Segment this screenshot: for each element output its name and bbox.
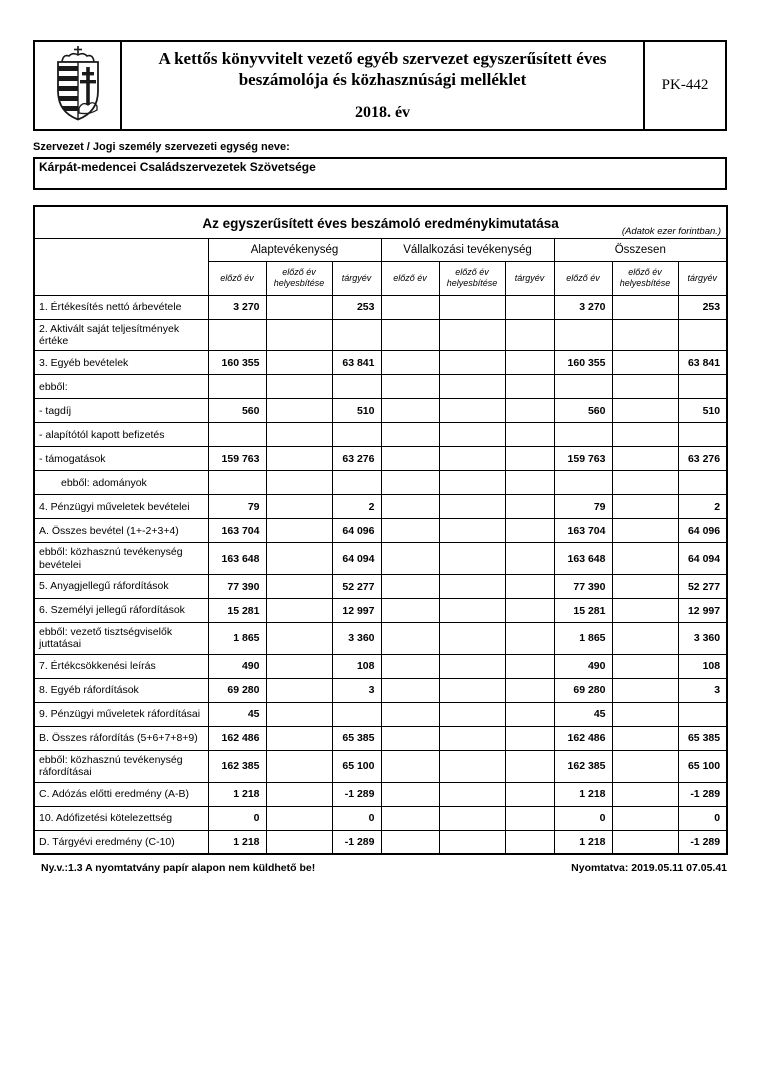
- row-value-cell: [381, 806, 439, 830]
- table-row: [34, 319, 727, 351]
- form-code: PK-442: [661, 77, 709, 93]
- row-value-cell: 77 390: [208, 575, 266, 599]
- row-value-cell: [266, 319, 332, 351]
- row-value-cell: [381, 782, 439, 806]
- row-value-cell: [332, 319, 381, 351]
- table-row: [34, 471, 727, 495]
- org-name-field: Kárpát-medencei Családszervezetek Szövetsége: [33, 157, 727, 190]
- row-value-cell: 163 704: [208, 519, 266, 543]
- table-row: [34, 519, 727, 543]
- group-header-alaptevekenyseg: Alaptevékenység: [208, 238, 381, 261]
- col-header-targyev: tárgyév: [678, 261, 727, 295]
- row-value-cell: [612, 702, 678, 726]
- row-value-cell: 52 277: [332, 575, 381, 599]
- row-value-cell: [439, 654, 505, 678]
- table-row: [34, 399, 727, 423]
- form-footer: [33, 862, 727, 874]
- row-value-cell: [505, 654, 554, 678]
- row-value-cell: [612, 375, 678, 399]
- row-value-cell: 64 096: [678, 519, 727, 543]
- row-value-cell: 159 763: [554, 447, 612, 471]
- form-year: 2018. év: [354, 104, 411, 122]
- row-value-cell: [266, 782, 332, 806]
- row-value-cell: 12 997: [678, 599, 727, 623]
- row-value-cell: 63 841: [332, 351, 381, 375]
- row-value-cell: [505, 830, 554, 854]
- row-value-cell: 160 355: [208, 351, 266, 375]
- row-value-cell: [439, 519, 505, 543]
- row-label: 3. Egyéb bevételek: [34, 351, 208, 375]
- table-row: [34, 782, 727, 806]
- row-value-cell: [612, 295, 678, 319]
- row-value-cell: [612, 399, 678, 423]
- row-value-cell: 1 218: [554, 830, 612, 854]
- row-value-cell: 63 276: [678, 447, 727, 471]
- hungarian-coat-of-arms-icon: [49, 45, 107, 126]
- row-value-cell: -1 289: [332, 830, 381, 854]
- table-row: [34, 447, 727, 471]
- col-header-targyev: tárgyév: [332, 261, 381, 295]
- row-value-cell: [554, 319, 612, 351]
- row-value-cell: [505, 471, 554, 495]
- col-header-elozo-ev-helyesbitese: előző év helyesbítése: [266, 261, 332, 295]
- row-value-cell: 65 385: [332, 726, 381, 750]
- row-label: 2. Aktivált saját teljesítmények értéke: [34, 319, 208, 351]
- row-value-cell: [332, 375, 381, 399]
- table-row: [34, 543, 727, 575]
- row-value-cell: 2: [678, 495, 727, 519]
- form-title-block: [122, 42, 645, 129]
- row-value-cell: [381, 495, 439, 519]
- row-value-cell: [208, 471, 266, 495]
- row-value-cell: [612, 543, 678, 575]
- row-value-cell: 12 997: [332, 599, 381, 623]
- table-title: Az egyszerűsített éves beszámoló eredménykimutatása: [202, 215, 559, 231]
- row-value-cell: 490: [208, 654, 266, 678]
- row-value-cell: [266, 375, 332, 399]
- row-value-cell: [678, 319, 727, 351]
- row-label: A. Összes bevétel (1+-2+3+4): [34, 519, 208, 543]
- row-value-cell: [266, 543, 332, 575]
- table-row: [34, 495, 727, 519]
- row-label: 10. Adófizetési kötelezettség: [34, 806, 208, 830]
- row-value-cell: 64 094: [332, 543, 381, 575]
- row-label: C. Adózás előtti eredmény (A-B): [34, 782, 208, 806]
- row-value-cell: -1 289: [678, 830, 727, 854]
- table-title-row: [34, 206, 727, 238]
- row-value-cell: [505, 447, 554, 471]
- row-value-cell: [381, 519, 439, 543]
- table-row: [34, 623, 727, 655]
- row-label: 1. Értékesítés nettó árbevétele: [34, 295, 208, 319]
- row-label: 6. Személyi jellegű ráfordítások: [34, 599, 208, 623]
- row-value-cell: [266, 830, 332, 854]
- row-value-cell: 162 385: [208, 750, 266, 782]
- row-value-cell: [439, 678, 505, 702]
- row-value-cell: [612, 575, 678, 599]
- row-value-cell: [439, 806, 505, 830]
- row-value-cell: [381, 599, 439, 623]
- row-value-cell: 45: [554, 702, 612, 726]
- row-value-cell: [381, 319, 439, 351]
- row-value-cell: 65 100: [678, 750, 727, 782]
- row-value-cell: 3 270: [554, 295, 612, 319]
- row-value-cell: [266, 623, 332, 655]
- row-value-cell: [678, 702, 727, 726]
- table-row: [34, 806, 727, 830]
- row-value-cell: [505, 399, 554, 423]
- row-value-cell: 510: [678, 399, 727, 423]
- corner-cell: [34, 238, 208, 295]
- col-header-elozo-ev-helyesbitese: előző év helyesbítése: [439, 261, 505, 295]
- row-value-cell: [612, 319, 678, 351]
- row-value-cell: 1 218: [554, 782, 612, 806]
- row-value-cell: [381, 447, 439, 471]
- row-value-cell: [208, 319, 266, 351]
- row-value-cell: 163 648: [208, 543, 266, 575]
- row-value-cell: [439, 575, 505, 599]
- row-value-cell: 253: [332, 295, 381, 319]
- row-value-cell: 490: [554, 654, 612, 678]
- row-value-cell: [381, 351, 439, 375]
- row-value-cell: 162 385: [554, 750, 612, 782]
- row-value-cell: [505, 519, 554, 543]
- row-value-cell: [439, 599, 505, 623]
- row-value-cell: 560: [554, 399, 612, 423]
- row-value-cell: [505, 702, 554, 726]
- row-value-cell: [678, 423, 727, 447]
- row-value-cell: [612, 830, 678, 854]
- table-row: [34, 351, 727, 375]
- row-value-cell: 0: [332, 806, 381, 830]
- row-value-cell: [439, 399, 505, 423]
- row-label: - alapítótól kapott befizetés: [34, 423, 208, 447]
- row-value-cell: 65 385: [678, 726, 727, 750]
- row-value-cell: 0: [208, 806, 266, 830]
- row-value-cell: 15 281: [554, 599, 612, 623]
- row-value-cell: 159 763: [208, 447, 266, 471]
- row-label: 8. Egyéb ráfordítások: [34, 678, 208, 702]
- row-value-cell: 52 277: [678, 575, 727, 599]
- row-value-cell: 3 270: [208, 295, 266, 319]
- table-unit-note: (Adatok ezer forintban.): [621, 225, 722, 237]
- row-value-cell: [266, 423, 332, 447]
- row-label: B. Összes ráfordítás (5+6+7+8+9): [34, 726, 208, 750]
- row-value-cell: [266, 599, 332, 623]
- row-label: 4. Pénzügyi műveletek bevételei: [34, 495, 208, 519]
- row-value-cell: [332, 471, 381, 495]
- row-value-cell: [505, 726, 554, 750]
- row-value-cell: [266, 519, 332, 543]
- row-label: ebből: közhasznú tevékenység ráfordításai: [34, 750, 208, 782]
- row-value-cell: [439, 351, 505, 375]
- row-value-cell: [439, 471, 505, 495]
- row-value-cell: 162 486: [208, 726, 266, 750]
- row-value-cell: [381, 375, 439, 399]
- row-value-cell: [505, 423, 554, 447]
- row-value-cell: [678, 471, 727, 495]
- row-value-cell: [381, 423, 439, 447]
- row-value-cell: [439, 782, 505, 806]
- col-header-elozo-ev: előző év: [554, 261, 612, 295]
- footer-printed-timestamp: Nyomtatva: 2019.05.11 07.05.41: [571, 862, 727, 874]
- row-value-cell: [439, 543, 505, 575]
- row-value-cell: [381, 654, 439, 678]
- row-value-cell: 1 865: [554, 623, 612, 655]
- form-header: [33, 40, 727, 131]
- row-value-cell: 3 360: [678, 623, 727, 655]
- row-label: 9. Pénzügyi műveletek ráfordításai: [34, 702, 208, 726]
- table-row: [34, 575, 727, 599]
- row-value-cell: [505, 782, 554, 806]
- row-value-cell: -1 289: [332, 782, 381, 806]
- org-name-label: Szervezet / Jogi személy szervezeti egység neve:: [33, 141, 290, 153]
- row-value-cell: [332, 423, 381, 447]
- row-value-cell: [612, 678, 678, 702]
- group-header-row: [34, 238, 727, 261]
- table-row: [34, 830, 727, 854]
- table-row: [34, 726, 727, 750]
- table-row: [34, 375, 727, 399]
- row-value-cell: 163 648: [554, 543, 612, 575]
- row-value-cell: [505, 623, 554, 655]
- row-value-cell: [266, 702, 332, 726]
- row-value-cell: [439, 375, 505, 399]
- row-value-cell: 163 704: [554, 519, 612, 543]
- row-value-cell: [266, 726, 332, 750]
- row-value-cell: [381, 702, 439, 726]
- col-header-elozo-ev: előző év: [208, 261, 266, 295]
- row-value-cell: [612, 351, 678, 375]
- table-row: [34, 702, 727, 726]
- table-row: [34, 678, 727, 702]
- row-value-cell: [505, 319, 554, 351]
- row-value-cell: 560: [208, 399, 266, 423]
- row-value-cell: [505, 295, 554, 319]
- row-value-cell: [439, 423, 505, 447]
- form-title: A kettős könyvvitelt vezető egyéb szervezet egyszerűsített éves beszámolója és közhasznúsági melléklet: [158, 49, 607, 89]
- row-label: - támogatások: [34, 447, 208, 471]
- row-value-cell: [612, 654, 678, 678]
- row-value-cell: [266, 351, 332, 375]
- row-value-cell: [505, 495, 554, 519]
- row-value-cell: 64 094: [678, 543, 727, 575]
- row-value-cell: [505, 678, 554, 702]
- table-row: [34, 295, 727, 319]
- row-label: ebből:: [34, 375, 208, 399]
- row-value-cell: 510: [332, 399, 381, 423]
- row-value-cell: [266, 575, 332, 599]
- row-value-cell: [381, 575, 439, 599]
- row-value-cell: [381, 750, 439, 782]
- row-value-cell: [381, 678, 439, 702]
- row-value-cell: [439, 447, 505, 471]
- row-value-cell: [554, 423, 612, 447]
- row-value-cell: 0: [554, 806, 612, 830]
- table-row: [34, 423, 727, 447]
- table-row: [34, 654, 727, 678]
- row-value-cell: [381, 543, 439, 575]
- row-label: ebből: közhasznú tevékenység bevételei: [34, 543, 208, 575]
- row-label: 5. Anyagjellegű ráfordítások: [34, 575, 208, 599]
- row-value-cell: [554, 375, 612, 399]
- row-value-cell: -1 289: [678, 782, 727, 806]
- row-value-cell: 160 355: [554, 351, 612, 375]
- row-label: 7. Értékcsökkenési leírás: [34, 654, 208, 678]
- row-value-cell: [612, 750, 678, 782]
- row-value-cell: [266, 447, 332, 471]
- row-value-cell: [505, 806, 554, 830]
- row-value-cell: 64 096: [332, 519, 381, 543]
- footer-version-note: Ny.v.:1.3 A nyomtatvány papír alapon nem küldhető be!: [41, 862, 316, 874]
- row-value-cell: [612, 447, 678, 471]
- row-value-cell: 2: [332, 495, 381, 519]
- row-value-cell: 63 276: [332, 447, 381, 471]
- row-value-cell: [505, 351, 554, 375]
- col-header-elozo-ev: előző év: [381, 261, 439, 295]
- row-value-cell: [612, 495, 678, 519]
- row-value-cell: [505, 575, 554, 599]
- results-table: [33, 205, 728, 855]
- row-value-cell: 77 390: [554, 575, 612, 599]
- row-value-cell: [439, 495, 505, 519]
- row-value-cell: [678, 375, 727, 399]
- row-value-cell: [505, 375, 554, 399]
- row-value-cell: [612, 623, 678, 655]
- row-value-cell: [439, 319, 505, 351]
- row-value-cell: 162 486: [554, 726, 612, 750]
- row-label: - tagdíj: [34, 399, 208, 423]
- row-value-cell: 45: [208, 702, 266, 726]
- row-value-cell: [612, 806, 678, 830]
- row-value-cell: [381, 726, 439, 750]
- group-header-vallalkozasi: Vállalkozási tevékenység: [381, 238, 554, 261]
- row-value-cell: [266, 750, 332, 782]
- table-body: [34, 295, 727, 854]
- row-value-cell: [381, 623, 439, 655]
- col-header-elozo-ev-helyesbitese: előző év helyesbítése: [612, 261, 678, 295]
- row-value-cell: 65 100: [332, 750, 381, 782]
- row-value-cell: [505, 750, 554, 782]
- logo-cell: [35, 42, 122, 129]
- row-value-cell: 1 218: [208, 830, 266, 854]
- row-value-cell: [612, 519, 678, 543]
- row-value-cell: 108: [678, 654, 727, 678]
- row-value-cell: 79: [554, 495, 612, 519]
- row-value-cell: 3 360: [332, 623, 381, 655]
- row-value-cell: [266, 678, 332, 702]
- row-value-cell: [208, 375, 266, 399]
- table-row: [34, 599, 727, 623]
- row-value-cell: [266, 806, 332, 830]
- row-value-cell: [266, 399, 332, 423]
- row-value-cell: [554, 471, 612, 495]
- row-value-cell: [439, 295, 505, 319]
- row-value-cell: 15 281: [208, 599, 266, 623]
- row-label: D. Tárgyévi eredmény (C-10): [34, 830, 208, 854]
- group-header-osszesen: Összesen: [554, 238, 727, 261]
- row-value-cell: [439, 702, 505, 726]
- row-value-cell: [612, 726, 678, 750]
- row-value-cell: [381, 399, 439, 423]
- row-value-cell: 69 280: [554, 678, 612, 702]
- row-value-cell: [266, 495, 332, 519]
- row-value-cell: [439, 726, 505, 750]
- row-value-cell: 0: [678, 806, 727, 830]
- row-value-cell: [381, 295, 439, 319]
- row-value-cell: [266, 471, 332, 495]
- row-value-cell: 3: [678, 678, 727, 702]
- row-value-cell: 1 865: [208, 623, 266, 655]
- row-value-cell: 63 841: [678, 351, 727, 375]
- row-value-cell: [505, 599, 554, 623]
- row-value-cell: [439, 830, 505, 854]
- row-value-cell: [505, 543, 554, 575]
- row-value-cell: [266, 295, 332, 319]
- row-value-cell: [381, 830, 439, 854]
- row-value-cell: [612, 599, 678, 623]
- row-label: ebből: vezető tisztségviselők juttatásai: [34, 623, 208, 655]
- row-label: ebből: adományok: [34, 471, 208, 495]
- row-value-cell: [381, 471, 439, 495]
- row-value-cell: 69 280: [208, 678, 266, 702]
- row-value-cell: 3: [332, 678, 381, 702]
- row-value-cell: [266, 654, 332, 678]
- row-value-cell: 108: [332, 654, 381, 678]
- row-value-cell: [612, 423, 678, 447]
- row-value-cell: 1 218: [208, 782, 266, 806]
- row-value-cell: [332, 702, 381, 726]
- row-value-cell: 253: [678, 295, 727, 319]
- col-header-targyev: tárgyév: [505, 261, 554, 295]
- row-value-cell: [208, 423, 266, 447]
- row-value-cell: 79: [208, 495, 266, 519]
- table-row: [34, 750, 727, 782]
- row-value-cell: [439, 750, 505, 782]
- row-value-cell: [612, 782, 678, 806]
- row-value-cell: [439, 623, 505, 655]
- row-value-cell: [612, 471, 678, 495]
